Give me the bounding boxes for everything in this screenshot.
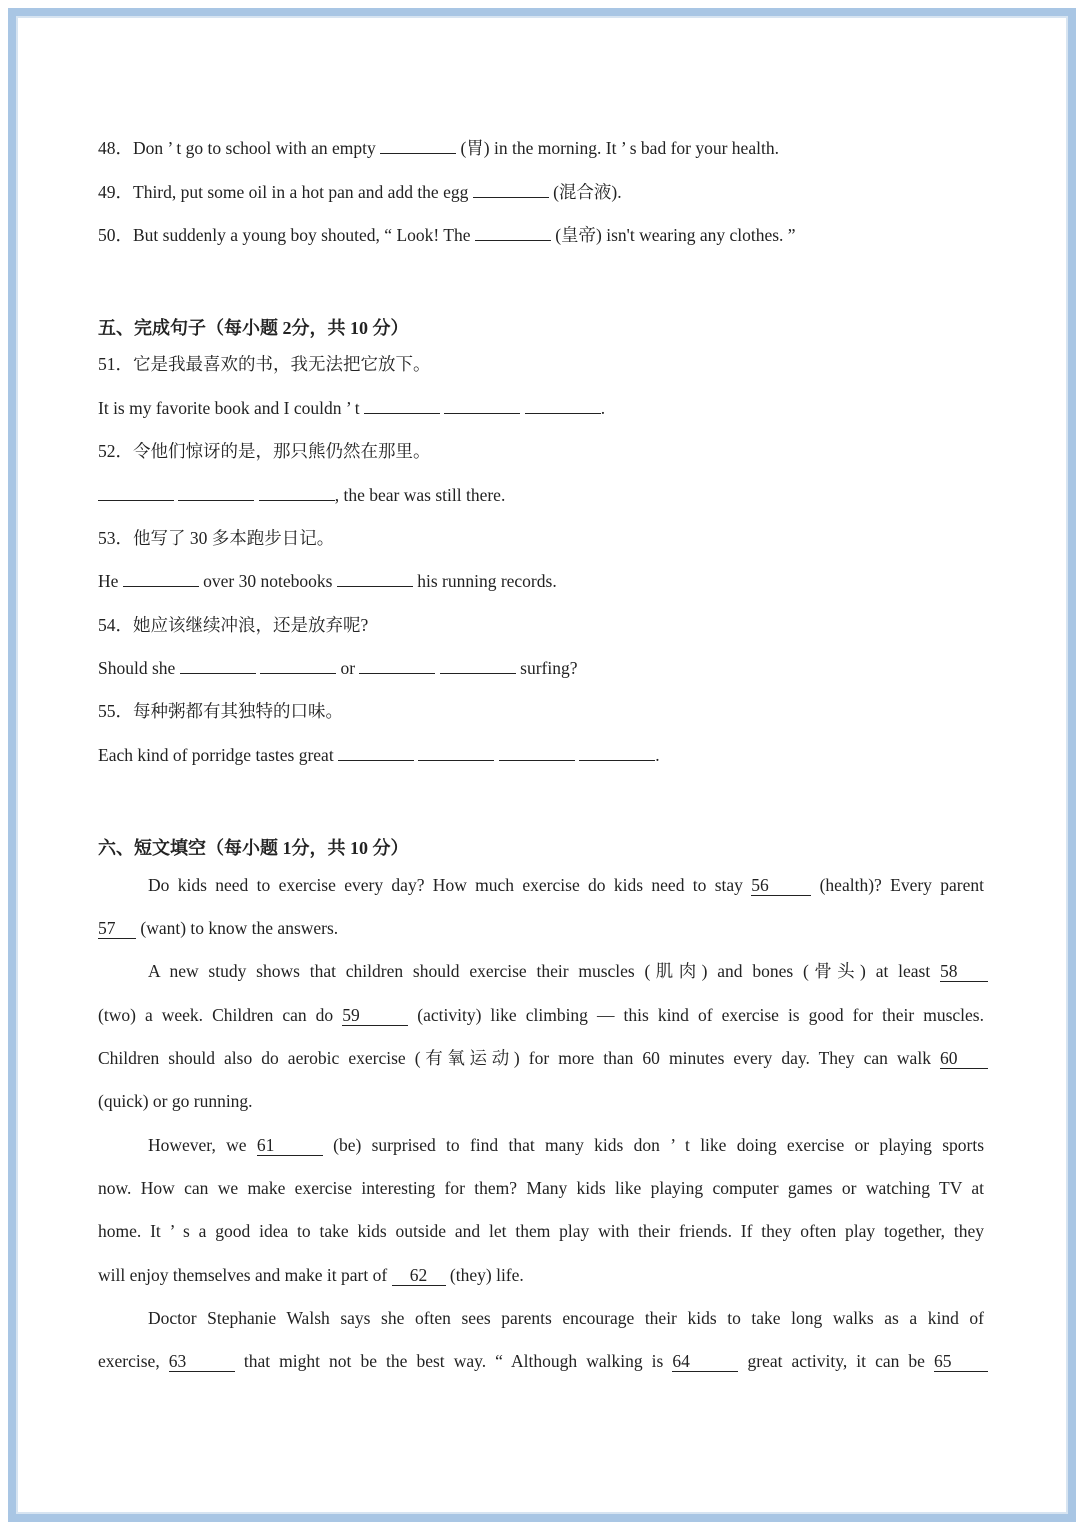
answer-blank-61[interactable]: 61 [257,1135,323,1156]
question-54-chinese: 54．她应该继续冲浪，还是放弃呢? [98,615,369,635]
answer-blank[interactable] [338,760,414,761]
answer-blank[interactable] [499,760,575,761]
question-55-english: Each kind of porridge tastes great . [98,745,660,765]
passage-line: A new study shows that children should exercise their muscles (肌肉) and bones (骨头) at least 58 [148,959,988,983]
question-51-english: It is my favorite book and I couldn ’ t . [98,398,606,418]
answer-blank-59[interactable]: 59 [342,1005,408,1026]
answer-blank[interactable] [444,413,520,414]
passage-line: exercise, 63 that might not be the best way. “ Although walking is 64 great activity, it can be 65 [98,1349,988,1373]
answer-blank[interactable] [418,760,494,761]
answer-blank-64[interactable]: 64 [672,1351,738,1372]
question-53-chinese: 53．他写了 30 多本跑步日记。 [98,528,335,548]
answer-blank[interactable] [364,413,440,414]
answer-blank-57[interactable]: 57 [98,918,136,939]
answer-blank-56[interactable]: 56 [751,875,811,896]
answer-blank[interactable] [359,673,435,674]
answer-blank[interactable] [259,500,335,501]
answer-blank[interactable] [98,500,174,501]
answer-blank[interactable] [380,153,456,154]
question-52-english: , the bear was still there. [98,483,984,507]
answer-blank[interactable] [180,673,256,674]
question-50: 50．But suddenly a young boy shouted, “ Look! The (皇帝) isn't wearing any clothes. ” [98,225,796,245]
section-5-title: 五、完成句子（每小题 2分，共 10 分） [98,318,409,338]
answer-blank[interactable] [525,413,601,414]
question-54-english: Should she or surfing? [98,658,578,678]
section-6-title: 六、短文填空（每小题 1分，共 10 分） [98,838,409,858]
question-49: 49．Third, put some oil in a hot pan and add the egg (混合液). [98,182,622,202]
passage-line: now. How can we make exercise interesting for them? Many kids like playing computer games or watching TV at [98,1178,984,1198]
answer-blank-58[interactable]: 58 [940,961,988,982]
passage-line: (two) a week. Children can do 59 (activity) like climbing — this kind of exercise is good for their muscles. [98,1005,984,1025]
passage-line: home. It ’ s a good idea to take kids outside and let them play with their friends. If they often play together, they [98,1221,984,1241]
question-48: 48．Don ’ t go to school with an empty (胃) in the morning. It ’ s bad for your health. [98,138,779,158]
passage-line: Children should also do aerobic exercise (有氧运动) for more than 60 minutes every day. They can walk 60 [98,1046,988,1070]
passage-line: Do kids need to exercise every day? How much exercise do kids need to stay 56 (health)? Every parent [148,875,984,895]
passage-line: will enjoy themselves and make it part of 62 (they) life. [98,1265,524,1285]
answer-blank[interactable] [440,673,516,674]
answer-blank-60[interactable]: 60 [940,1048,988,1069]
answer-blank[interactable] [475,240,551,241]
question-53-english: He over 30 notebooks his running records. [98,571,557,591]
answer-blank[interactable] [473,197,549,198]
passage-line: (quick) or go running. [98,1091,253,1111]
answer-blank-63[interactable]: 63 [169,1351,235,1372]
passage-line: However, we 61 (be) surprised to find that many kids don ’ t like doing exercise or playing sports [148,1135,984,1155]
question-51-chinese: 51．它是我最喜欢的书，我无法把它放下。 [98,354,431,374]
answer-blank[interactable] [123,586,199,587]
answer-blank[interactable] [579,760,655,761]
answer-blank[interactable] [260,673,336,674]
question-55-chinese: 55．每种粥都有其独特的口味。 [98,701,343,721]
answer-blank-62[interactable]: 62 [392,1265,446,1286]
passage-line: Doctor Stephanie Walsh says she often sees parents encourage their kids to take long walks as a kind of [148,1308,984,1328]
passage-line: 57 (want) to know the answers. [98,918,339,938]
answer-blank-65[interactable]: 65 [934,1351,988,1372]
answer-blank[interactable] [178,500,254,501]
question-52-chinese: 52．令他们惊讶的是，那只熊仍然在那里。 [98,441,431,461]
answer-blank[interactable] [337,586,413,587]
